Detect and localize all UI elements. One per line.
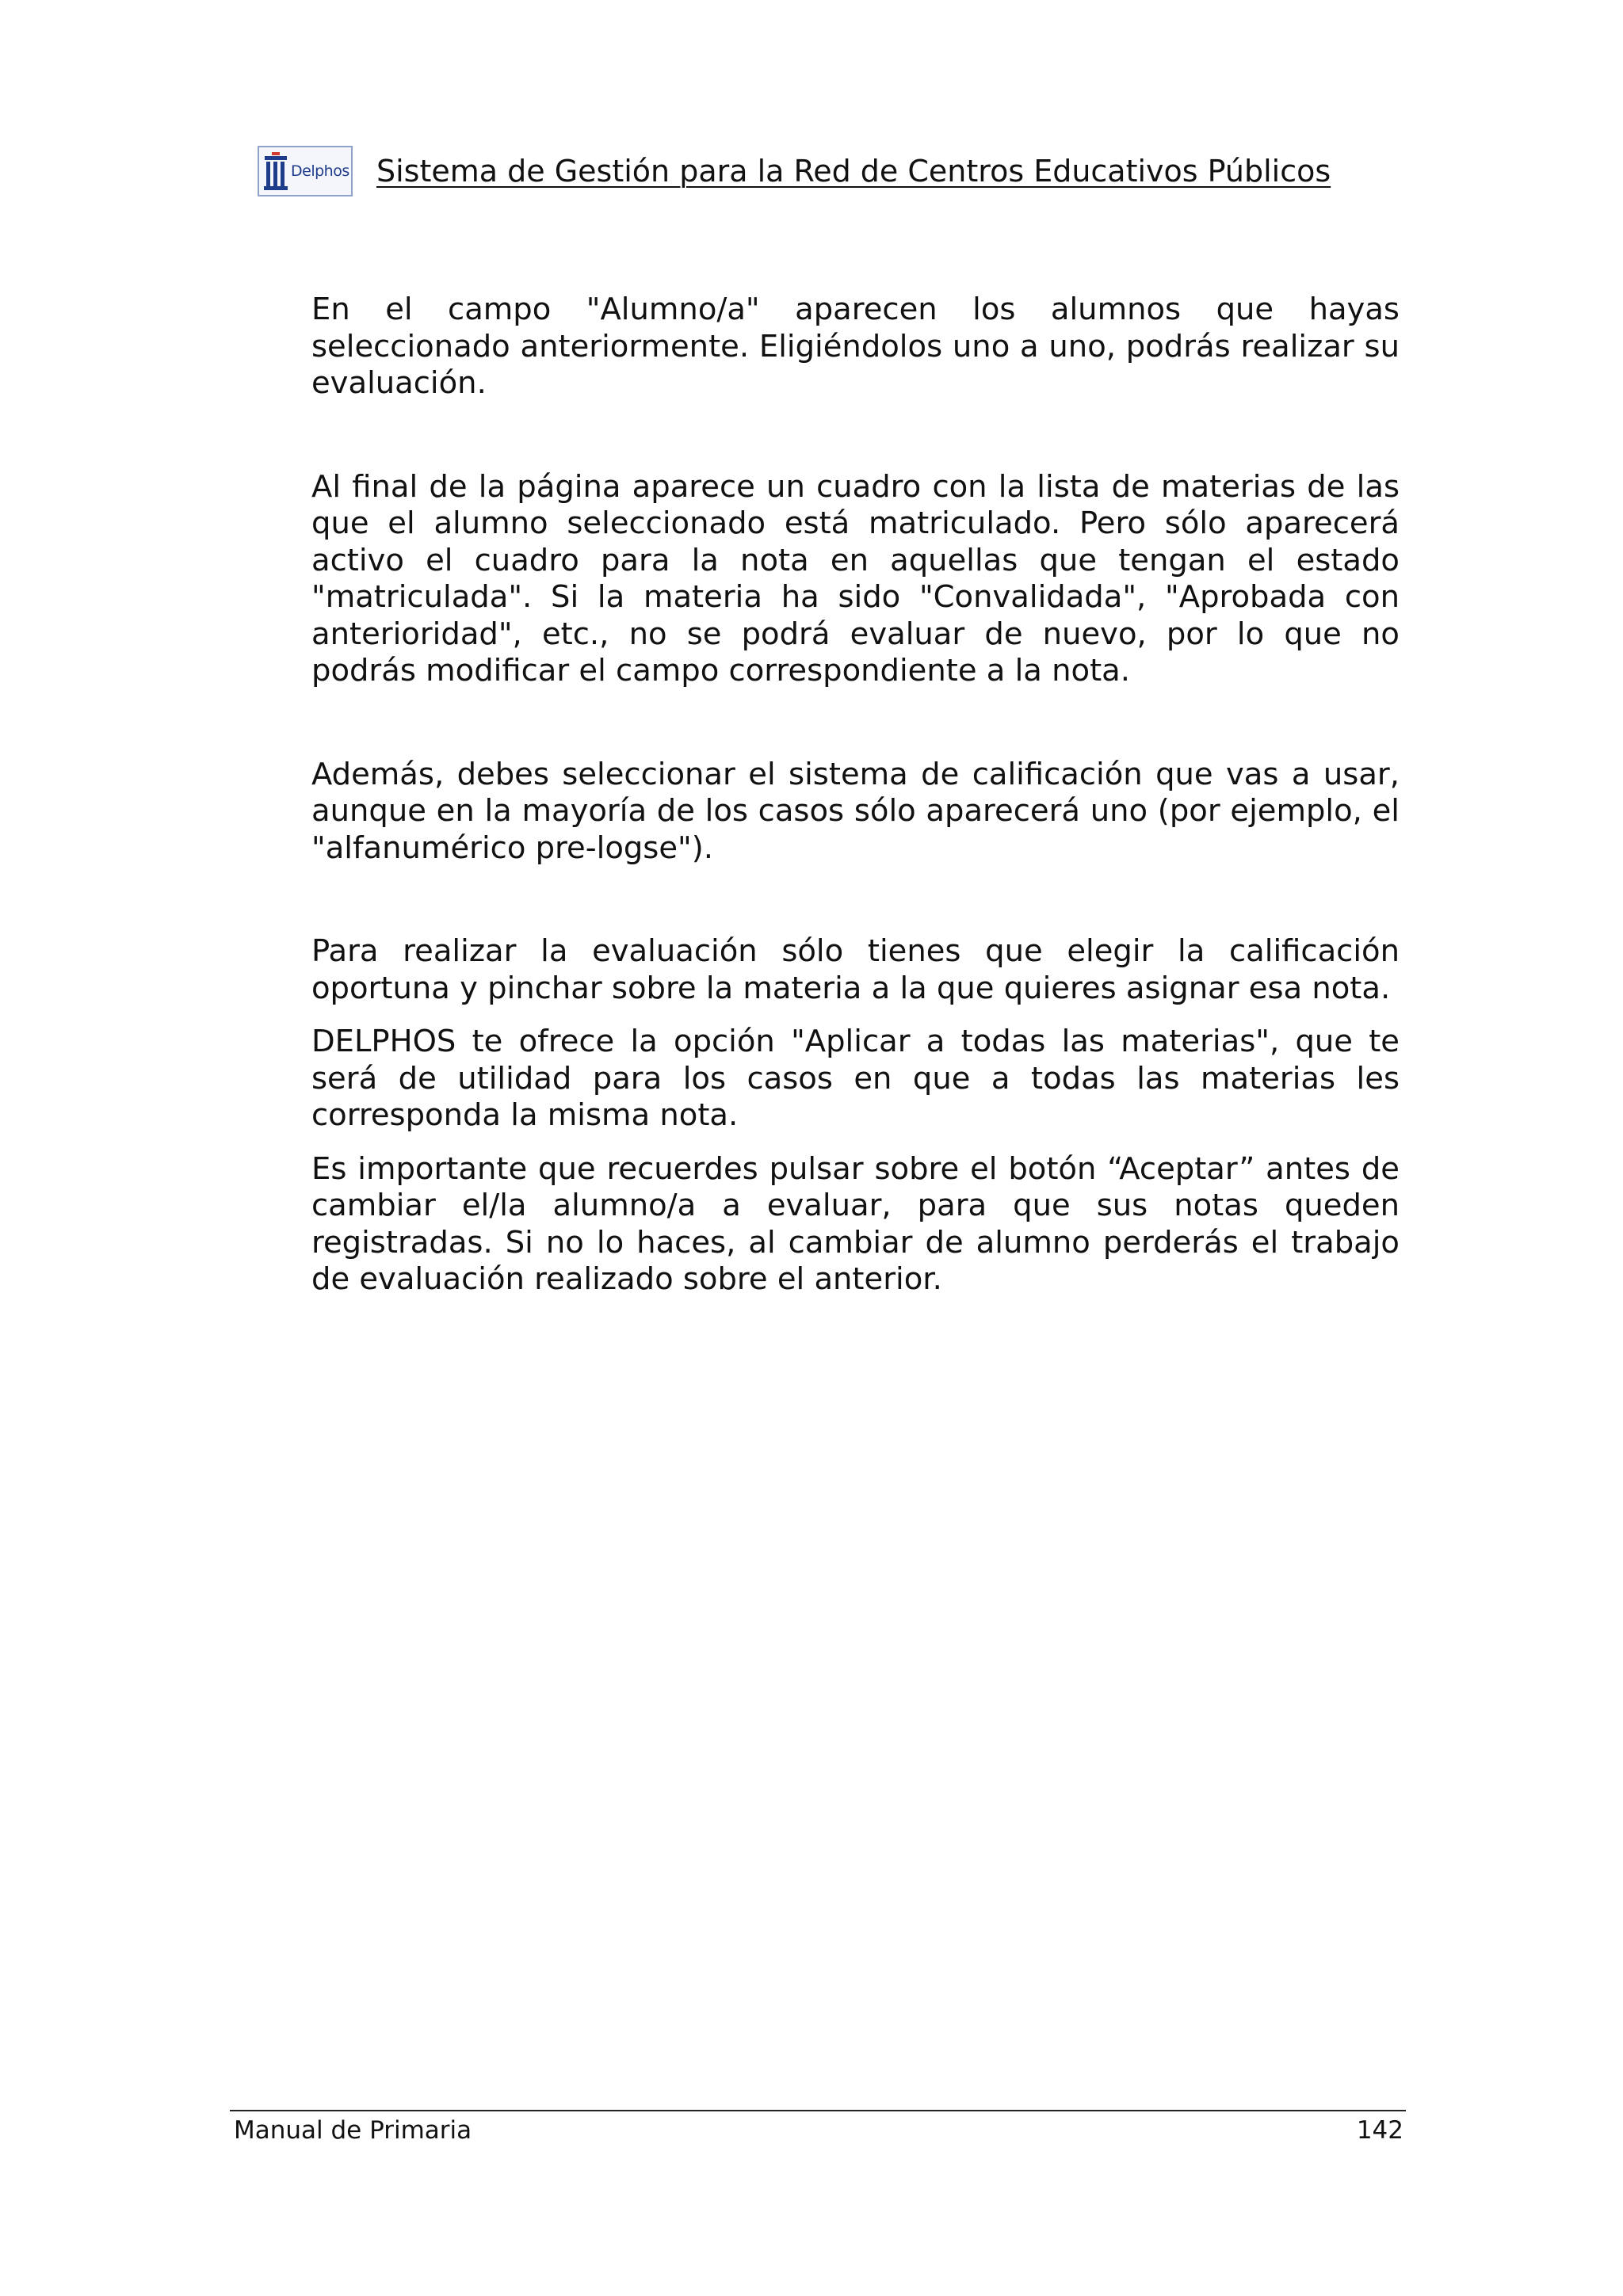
- footer-manual-title: Manual de Primaria: [234, 2116, 472, 2145]
- paragraph-alumno-field: En el campo "Alumno/a" aparecen los alumnos que hayas seleccionado anteriormente. Eligiéndolos uno a uno, podrás realizar su evaluación.: [311, 292, 1400, 401]
- logo-wordmark: Delphos: [291, 162, 349, 180]
- paragraph-realizar-evaluacion: Para realizar la evaluación sólo tienes que elegir la calificación oportuna y pinchar sobre la materia a la que quieres asignar esa nota.: [311, 933, 1400, 1006]
- main-content: [311, 292, 1400, 1299]
- page-header: [258, 146, 1331, 196]
- paragraph-materias-list: Al final de la página aparece un cuadro con la lista de materias de las que el alumno seleccionado está matriculado. Pero sólo aparecerá activo el cuadro para la nota en aquellas que tengan el estado "matriculada". Si la materia ha sido "Convalidada", "Aprobada con anterioridad", etc., no se podrá evaluar de nuevo, por lo que no podrás modificar el campo correspondiente a la nota.: [311, 468, 1400, 688]
- footer-page-number: 142: [1356, 2116, 1403, 2145]
- paragraph-calificacion-system: Además, debes seleccionar el sistema de calificación que vas a usar, aunque en la mayoría de los casos sólo aparecerá uno (por ejemplo, el "alfanumérico pre-logse").: [311, 756, 1400, 866]
- footer-divider: [230, 2110, 1406, 2111]
- header-title: Sistema de Gestión para la Red de Centros Educativos Públicos: [376, 154, 1331, 189]
- paragraph-aplicar-todas: DELPHOS te ofrece la opción "Aplicar a todas las materias", que te será de utilidad para los casos en que a todas las materias les corresponda la misma nota.: [311, 1024, 1400, 1133]
- delphos-logo: [258, 146, 353, 196]
- building-icon: [264, 151, 288, 191]
- paragraph-aceptar-button-note: Es importante que recuerdes pulsar sobre el botón “Aceptar” antes de cambiar el/la alumno/a a evaluar, para que sus notas queden registradas. Si no lo haces, al cambiar de alumno perderás el trabajo de evaluación realizado sobre el anterior.: [311, 1150, 1400, 1297]
